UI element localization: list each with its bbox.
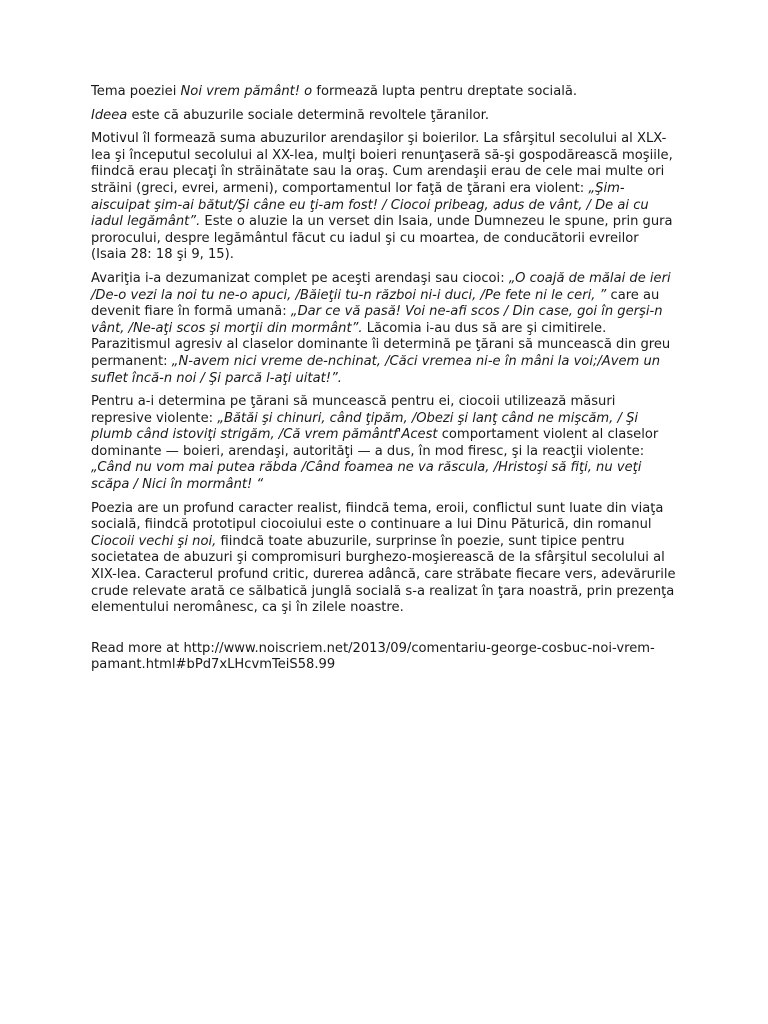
italic-run: Ciocoii vechi şi noi,	[91, 533, 217, 549]
paragraph-avarice	[91, 271, 677, 387]
italic-run: „O coajă de mălai de ieri /De-o vezi la noi tu ne-o apuci, /Băieţii tu-n război ni-i duci, /Pe fete ni le ceri, ”	[91, 270, 671, 303]
italic-run: „Când nu vom mai putea răbda /Când foamea ne va răscula, /Hristoşi să fiţi, nu veţi scăpa / Nici în mormânt! “	[91, 460, 642, 493]
text-run: Avariţia i-a dezumanizat complet pe aceşti arendaşi sau ciocoi:	[91, 270, 509, 286]
text-run: Motivul îl formează suma abuzurilor arendaşilor şi boierilor. La sfârşitul secolului al XLX-lea şi începutul secolului al XX-lea, mulţi boieri renunţaseră să-şi gospodărească moşiile, fiindcă erau plecaţi în străinătate sau la oraş. Cum arendaşii erau de cele mai multe ori străini (greci, evrei, armeni), comportamentul lor faţă de ţărani era violent:	[91, 131, 673, 196]
italic-run: Ideea	[91, 107, 128, 123]
text-run: formează lupta pentru dreptate socială.	[312, 84, 578, 99]
text-run: Read more at http://www.noiscriem.net/2013/09/comentariu-george-cosbuc-noi-vrem-pamant.html#bPd7xLHcvmTeiS58.99	[91, 640, 655, 673]
text-run: Lăcomia i-au dus să are şi cimitirele. Parazitismul agresiv al claselor dominante îi determină pe ţărani să muncească din greu permanent:	[91, 320, 671, 369]
text-run: Pentru a-i determina pe ţărani să muncească pentru ei, ciocoii utilizează măsuri represive violente:	[91, 394, 616, 426]
text-run: fiindcă toate abuzurile, surprinse în poezie, sunt tipice pentru societatea de abuzuri şi compromisuri burghezo-moşierească de la sfârşitul secolului al XIX-lea. Caracterul profund critic, durerea adâncă, care străbate fiecare vers, adevărurile crude relevate arată ce sălbatică junglă socială s-a realizat în ţara noastră, prin prezenţa elementului neromânesc, ca şi în zilele noastre.	[91, 533, 676, 616]
paragraph-realism	[91, 501, 677, 617]
italic-run: „Şim-aiscuipat şim-ai bătut/Şi câne eu ţi-am fost! / Ciocoi pribeag, adus de vânt, / De ai cu iadul legământ”.	[91, 180, 649, 230]
read-more-link[interactable]	[91, 641, 677, 674]
italic-run: „Dar ce vă pasă! Voi ne-afi scos / Din case, goi în gerşi-n vânt, /Ne-aţi scos şi morţii din mormânt”.	[91, 304, 663, 336]
italic-run: Noi vrem pământ! o	[180, 84, 313, 99]
paragraph-theme	[91, 84, 677, 101]
paragraph-idea	[91, 108, 677, 125]
text-run: Poezia are un profund caracter realist, fiindcă tema, eroii, conflictul sunt luate din viaţa socială, fiindcă prototipul ciocoiului este o continuare a lui Dinu Păturică, din romanul	[91, 500, 664, 533]
paragraph-motif	[91, 131, 677, 264]
text-run: este că abuzurile sociale determină revoltele ţăranilor.	[127, 107, 489, 123]
paragraph-repression	[91, 394, 677, 494]
text-run: comportament violent al claselor dominante — boieri, arendaşi, autorităţi — a dus, în mod firesc, şi la reacţii violente:	[91, 427, 659, 459]
italic-run: „Bătăi şi chinuri, când ţipăm, /Obezi şi lanţ când ne mişcăm, / Şi plumb când istoviţi strigăm, /Că vrem pământf'Acest	[91, 410, 639, 443]
italic-run: „N-avem nici vreme de-nchinat, /Căci vremea ni-e în mâni la voi;/Avem un suflet încă-n noi / Şi parcă l-aţi uitat!”.	[91, 353, 661, 386]
text-run: Tema poeziei	[91, 84, 181, 99]
text-run: care au devenit fiare în formă umană:	[91, 287, 660, 320]
text-run: Este o aluzie la un verset din Isaia, unde Dumnezeu le spune, prin gura prorocului, despre legământul făcut cu iadul şi cu moartea, de conducătorii evreilor (Isaia 28: 18 şi 9, 15).	[91, 214, 673, 263]
document-page	[91, 84, 677, 681]
